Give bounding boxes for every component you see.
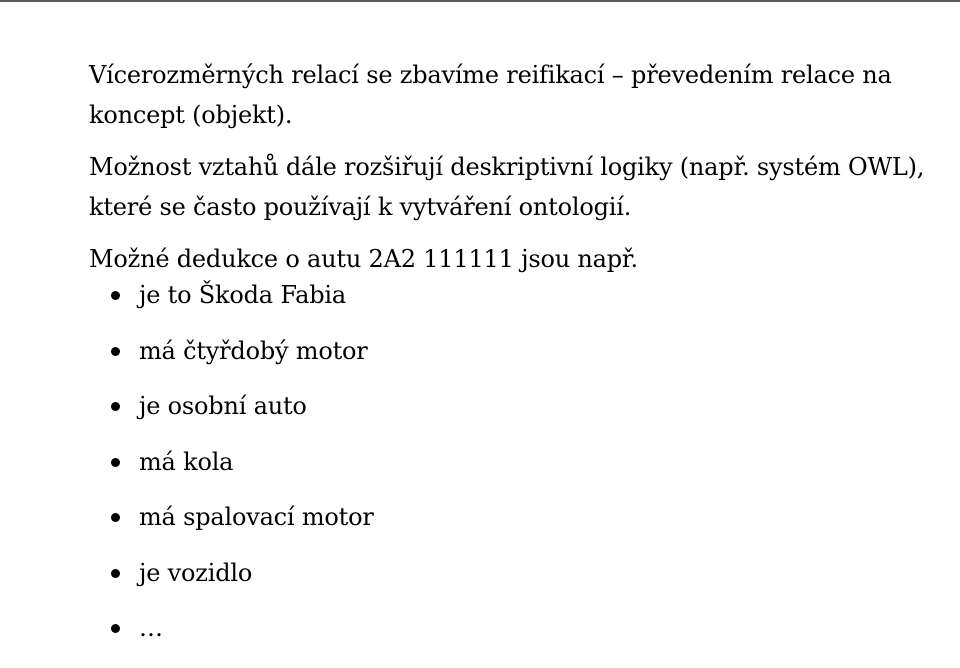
list-item-text: je to Škoda Fabia (139, 281, 347, 309)
bullet-icon (111, 624, 120, 633)
bullet-icon (111, 347, 120, 356)
list-item (89, 390, 939, 422)
list-item-text: je osobní auto (139, 392, 307, 420)
list-item-text: má kola (139, 447, 234, 476)
bullet-icon (111, 458, 120, 467)
list-item-text: má spalovací motor (139, 503, 374, 531)
list-item (89, 446, 939, 478)
bullet-icon (111, 291, 120, 300)
deductions-list (89, 279, 939, 644)
bullet-icon (111, 402, 120, 411)
top-rule (0, 0, 960, 2)
list-item-text: je vozidlo (139, 558, 253, 587)
list-item (89, 335, 939, 367)
list-item-text: … (139, 614, 163, 642)
paragraph-reification: Vícerozměrných relací se zbavíme reifikací – převedením relace na koncept (objekt). (89, 61, 892, 129)
list-item-text: má čtyřdobý motor (139, 336, 368, 365)
list-item (89, 557, 939, 589)
paragraph-description-logics: Možnost vztahů dále rozšiřují deskriptivní logiky (např. systém OWL), které se často používají k vytváření ontologií. (89, 153, 925, 221)
paragraph-deductions-intro: Možné dedukce o autu 2A2 111111 jsou např. (89, 245, 638, 273)
list-item (89, 279, 939, 311)
list-item (89, 612, 939, 644)
bullet-icon (111, 569, 120, 578)
list-item (89, 501, 939, 533)
slide-content (89, 55, 939, 668)
bullet-icon (111, 513, 120, 522)
